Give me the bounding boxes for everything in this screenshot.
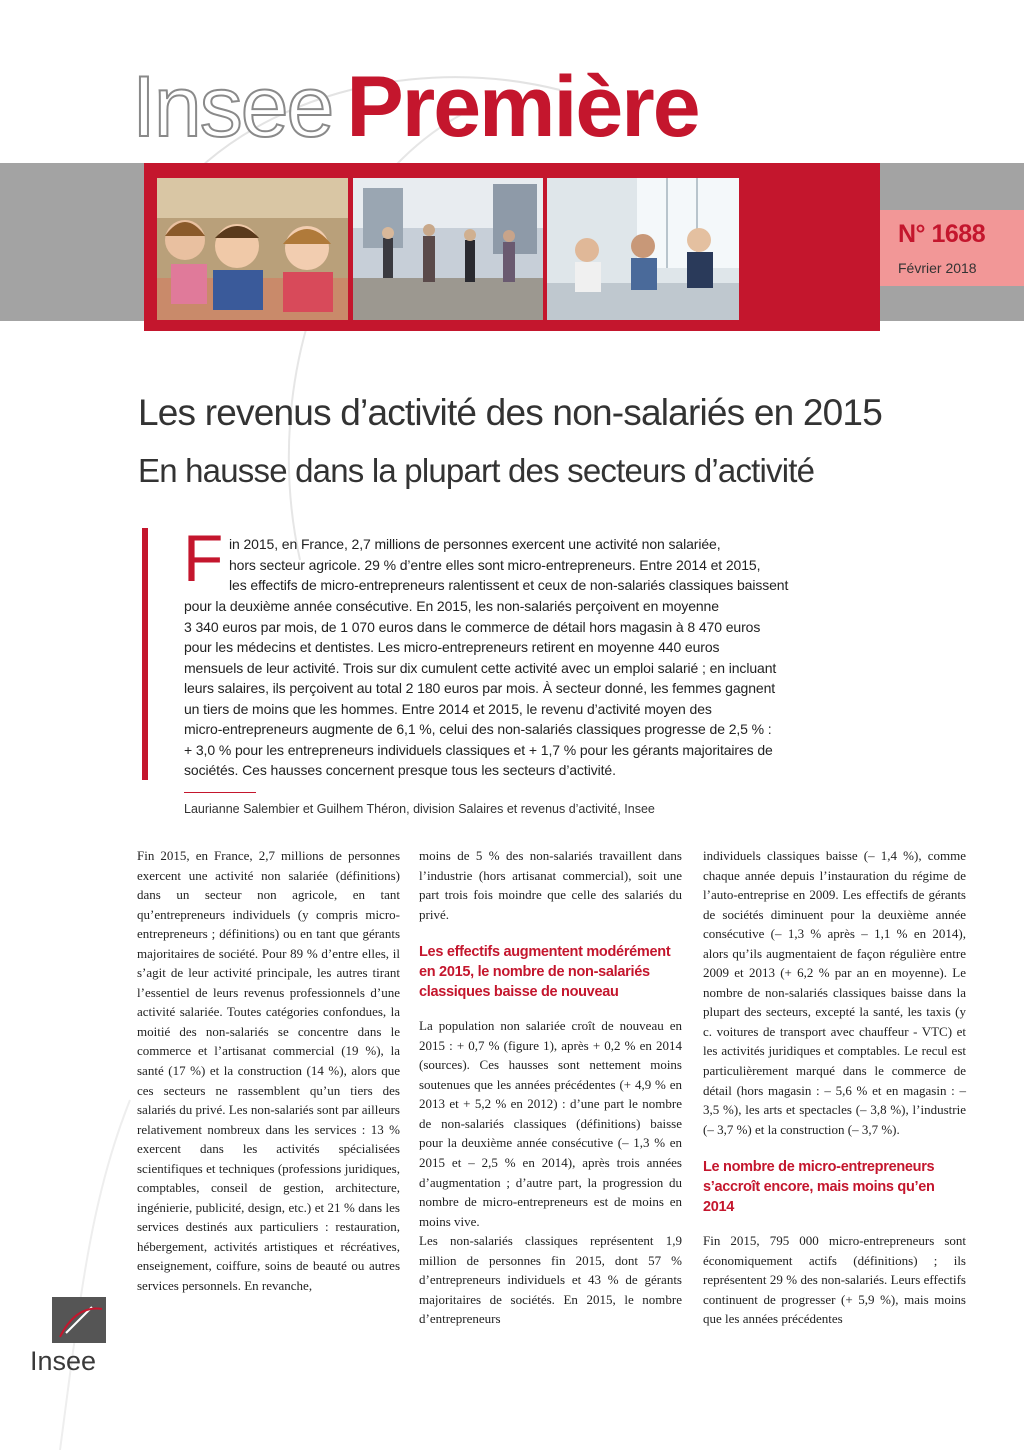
summary-line: 3 340 euros par mois, de 1 070 euros dans le commerce de détail hors magasin à 8 470 euros: [184, 618, 761, 635]
summary-line: leurs salaires, ils perçoivent au total 2 180 euros par mois. À secteur donné, les femmes gagnent: [184, 680, 776, 696]
photo-office-team: [547, 178, 739, 320]
issue-number: N° 1688: [898, 220, 986, 248]
author-separator: [184, 792, 256, 793]
brand-premiere: Première: [346, 59, 699, 155]
body-paragraph: Fin 2015, 795 000 micro-entrepreneurs sont économiquement actifs (définitions) ; ils représentent 29 % des non-salariés. Leurs effectifs continuent de progresser (+ 5,9 %), mais moins que les années précédentes: [703, 1233, 966, 1327]
publication-brand: [132, 52, 699, 162]
body-paragraph: moins de 5 % des non-salariés travaillent dans l’industrie (hors artisanat commercial), soit une part trois fois moindre que celle des salariés du privé.: [419, 848, 682, 922]
summary-line: micro-entrepreneurs augmente de 6,1 %, celui des non-salariés classiques progresse de 2,5 % :: [184, 721, 772, 737]
article-subtitle: En hausse dans la plupart des secteurs d’activité: [138, 452, 815, 489]
summary-body: [184, 596, 884, 781]
summary-line: un tiers de moins que les hommes. Entre 2014 et 2015, le revenu d’activité moyen des: [184, 700, 712, 717]
section-heading: Le nombre de micro-entrepreneurs s’accroît encore, mais moins qu’en 2014: [703, 1159, 935, 1216]
summary-line: pour les médecins et dentistes. Les micro-entrepreneurs retirent en moyenne 440 euros: [184, 639, 720, 655]
author-credit: Laurianne Salembier et Guilhem Théron, division Salaires et revenus d’activité, Insee: [184, 802, 655, 816]
summary-line: sociétés. Ces hausses concernent presque tous les secteurs d’activité.: [184, 762, 616, 778]
summary-line: les effectifs de micro-entrepreneurs ralentissent et ceux de non-salariés classiques baissent: [229, 577, 789, 593]
summary-line: hors secteur agricole. 29 % d’entre elles sont micro-entrepreneurs. Entre 2014 et 2015,: [229, 556, 761, 573]
summary-line: pour la deuxième année consécutive. En 2015, les non-salariés perçoivent en moyenne: [184, 598, 719, 614]
summary-line: mensuels de leur activité. Trois sur dix cumulent cette activité avec un emploi salarié ; en incluant: [184, 659, 777, 676]
insee-logo-text: Insee: [30, 1346, 97, 1376]
summary-dropcap: F: [183, 521, 224, 595]
summary-accent-bar: [142, 528, 148, 780]
issue-badge: [880, 210, 1024, 286]
summary-lead: [229, 534, 884, 596]
body-column-3: [703, 846, 966, 1329]
brand-insee: Insee: [132, 59, 333, 155]
photo-street-crowd: [353, 178, 543, 320]
body-paragraph: La population non salariée croît de nouveau en 2015 : + 0,7 % (figure 1), après + 0,2 % en 2014 (sources). Ces hausses sont nettement moins soutenues que les années précédentes (+ 4,9 % en 2013 et + 5,2 % en 2012) : d’une part le nombre de non-salariés classiques (définitions) baisse pour la deuxième année consécutive (– 1,3 % en 2015 et – 2,5 % en 2014), après trois années d’augmentation ; d’autre part, la progression du nombre de micro-entrepreneurs est de moins en moins vive.: [419, 1018, 682, 1229]
insee-logo-icon: [52, 1297, 106, 1343]
summary-line: + 3,0 % pour les entrepreneurs individuels classiques et + 1,7 % pour les gérants majoritaires de: [184, 741, 773, 758]
photo-children: [157, 178, 348, 320]
summary-line: in 2015, en France, 2,7 millions de personnes exercent une activité non salariée,: [229, 536, 721, 552]
section-heading: Les effectifs augmentent modérément en 2015, le nombre de non-salariés classiques baisse de nouveau: [419, 944, 671, 1001]
body-column-1: [137, 846, 400, 1296]
issue-date: Février 2018: [898, 260, 977, 276]
body-paragraph: Fin 2015, en France, 2,7 millions de personnes exercent une activité non salariée (définitions) dans un secteur non agricole, en tant qu’entrepreneurs individuels (y compris micro-entrepreneurs ; définitions) ou en tant que gérants majoritaires de société. Pour 89 % d’entre elles, il s’agit de leur activité principale, les autres tirant l’essentiel de leurs revenus professionnels d’une activité salariée. Toutes catégories confondues, la moitié des non-salariés se concentre dans le commerce et l’artisanat commercial (19 %), la santé (17 %) et la construction (14 %), alors que ces secteurs ne rassemblent qu’un tiers des salariés du privé. Les non-salariés sont par ailleurs relativement nombreux dans les services : 13 % exercent dans les activités spécialisées scientifiques et techniques (professions juridiques, comptables, conseil de gestion, architecture, ingénierie, publicité, design, etc.) et 21 % dans les services destinés aux particuliers : restauration, hébergement, activités artistiques et récréatives, enseignement, coiffure, soins de beauté ou autres services personnels. En revanche,: [137, 848, 400, 1294]
article-title: Les revenus d’activité des non-salariés en 2015: [138, 392, 882, 433]
body-paragraph: individuels classiques baisse (– 1,4 %), comme chaque année depuis l’instauration du régime de l’auto-entreprise en 2009. Les effectifs de gérants de sociétés diminuent pour la deuxième année consécutive (– 1,3 % après – 1,1 % en 2014), alors qu’ils augmentaient de façon régulière entre 2009 et 2013 (+ 6,2 % par an en moyenne). Le nombre de non-salariés classiques baisse dans la plupart des secteurs, excepté la santé, les taxis (y c. voitures de transport avec chauffeur - VTC) et les activités juridiques et comptables. Le recul est particulièrement marqué dans le commerce de détail (hors magasin : – 5,6 % et en magasin : – 3,5 %), les arts et spectacles (– 3,8 %), l’industrie (– 3,7 %) et la construction (– 3,7 %).: [703, 848, 966, 1137]
body-column-2: [419, 846, 682, 1329]
body-paragraph: Les non-salariés classiques représentent 1,9 million de personnes fin 2015, dont 57 % d’entrepreneurs individuels et 43 % de gérants majoritaires de sociétés. En 2015, le nombre d’entrepreneurs: [419, 1233, 682, 1327]
